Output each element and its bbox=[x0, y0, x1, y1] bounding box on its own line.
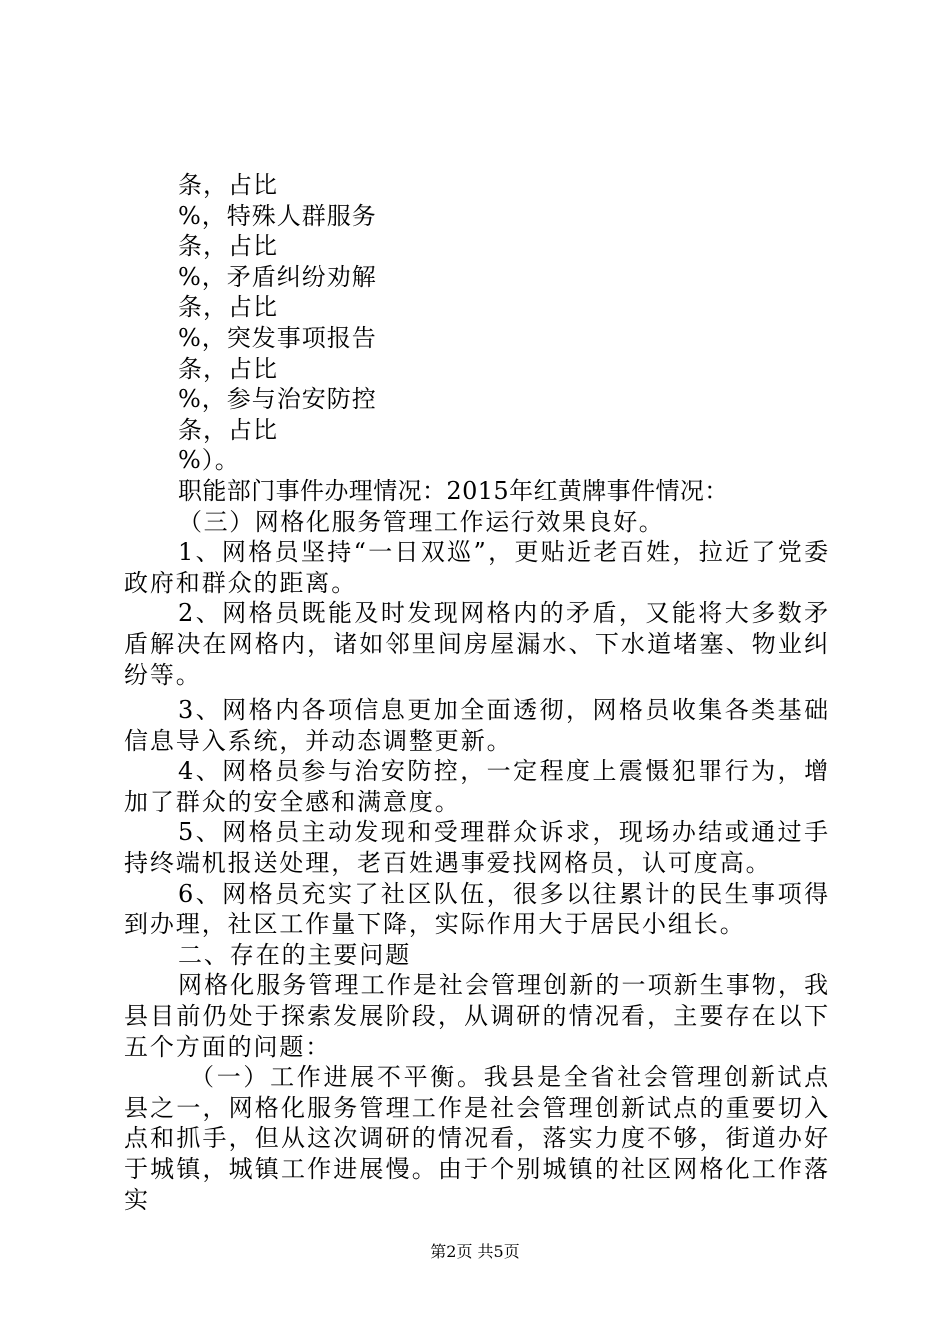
text-line: 条，占比 bbox=[178, 293, 278, 322]
text-line: %，突发事项报告 bbox=[178, 323, 377, 352]
text-line: %）。 bbox=[178, 446, 240, 475]
paragraph: 网格化服务管理工作是社会管理创新的一项新生事物，我县目前仍处于探索发展阶段，从调研的情况看，主要存在以下五个方面的问题： bbox=[124, 971, 830, 1061]
text-line: %，特殊人群服务 bbox=[178, 201, 377, 230]
paragraph: 4、网格员参与治安防控，一定程度上震慑犯罪行为，增加了群众的安全感和满意度。 bbox=[124, 757, 830, 816]
text-line: %，参与治安防控 bbox=[178, 385, 377, 414]
text-line: 条，占比 bbox=[178, 354, 278, 383]
paragraph: 6、网格员充实了社区队伍，很多以往累计的民生事项得到办理，社区工作量下降，实际作用大于居民小组长。 bbox=[124, 879, 830, 939]
paragraph: 2、网格员既能及时发现网格内的矛盾，又能将大多数矛盾解决在网格内，诸如邻里间房屋漏水、下水道堵塞、物业纠纷等。 bbox=[124, 599, 830, 689]
text-line: 职能部门事件办理情况：2015年红黄牌事件情况： bbox=[178, 476, 729, 505]
text-line: 条，占比 bbox=[178, 232, 278, 261]
paragraph: （一）工作进展不平衡。我县是全省社会管理创新试点县之一，网格化服务管理工作是社会管理创新试点的重要切入点和抓手，但从这次调研的情况看，落实力度不够，街道办好于城镇，城镇工作进展慢。由于个别城镇的社区网格化工作落实 bbox=[124, 1063, 830, 1214]
page-number: 第2页 共5页 bbox=[430, 1242, 520, 1261]
section-heading: （三）网格化服务管理工作运行效果良好。 bbox=[178, 507, 665, 536]
text-line: 条，占比 bbox=[178, 171, 278, 199]
text-line: %，矛盾纠纷劝解 bbox=[178, 262, 377, 291]
paragraph: 3、网格内各项信息更加全面透彻，网格员收集各类基础信息导入系统，并动态调整更新。 bbox=[124, 696, 830, 755]
paragraph: 1、网格员坚持“一日双巡”，更贴近老百姓，拉近了党委政府和群众的距离。 bbox=[124, 538, 830, 597]
paragraph: 5、网格员主动发现和受理群众诉求，现场办结或通过手持终端机报送处理，老百姓遇事爱找网格员，认可度高。 bbox=[124, 818, 830, 878]
section-heading: 二、存在的主要问题 bbox=[178, 940, 412, 969]
document-body bbox=[124, 170, 830, 1215]
text-line: 条，占比 bbox=[178, 415, 278, 444]
